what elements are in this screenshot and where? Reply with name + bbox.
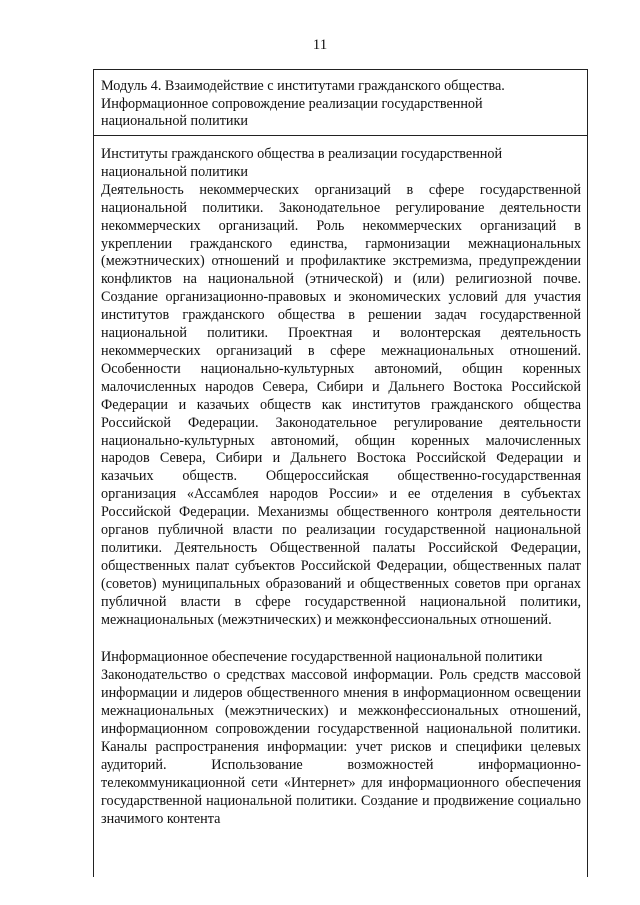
module-header (94, 70, 587, 136)
section-information-support (101, 649, 581, 828)
module-title-line: Информационное сопровождение реализации государственной (101, 95, 483, 112)
page-number: 11 (312, 37, 328, 53)
section-civil-society (101, 146, 581, 629)
module-title-line: национальной политики (101, 113, 249, 129)
section-title: Институты гражданского общества в реализации государственной национальной политики (101, 146, 503, 180)
module-title-line: Модуль 4. Взаимодействие с институтами гражданского общества. (101, 78, 505, 94)
section-text: Деятельность некоммерческих организаций в сфере государственной национальной политики. Законодательное регулирование деятельности некоммерческих организаций. Роль некоммерческих организаций в укреплении гражданского единства, гармонизации межнациональных (межэтнических) отношений и профилактике экстремизма, предупреждении конфликтов на национальной (этнической) и (или) религиозной почве. Создание организационно-правовых и экономических условий для участия институтов гражданского общества в решении задач государственной национальной политики. Проектная и волонтерская деятельность некоммерческих организаций в сфере межнациональных отношений. Особенности национально-культурных автономий, общин коренных малочисленных народов Севера, Сибири и Дальнего Востока Российской Федерации и казачьих обществ как институтов гражданского общества Российской Федерации. Законодательное регулирование деятельности национально-культурных автономий, общин коренных малочисленных народов Севера, Сибири и Дальнего Востока Российской Федерации и казачьих обществ. Общероссийская общественно-государственная организация «Ассамблея народов России» и ее отделения в субъектах Российской Федерации. Механизмы общественного контроля деятельности органов публичной власти по реализации государственной национальной политики. Деятельность Общественной палаты Российской Федерации, общественных палат субъектов Российской Федерации, общественных палат (советов) муниципальных образований и общественных советов при органах публичной власти в сфере государственной национальной политики, межнациональных (межэтнических) и межконфессиональных отношений. (101, 181, 581, 628)
curriculum-table (93, 69, 588, 877)
section-title: Информационное обеспечение государственной национальной политики (101, 649, 543, 666)
module-content (94, 136, 587, 829)
section-text: Законодательство о средствах массовой информации. Роль средств массовой информации и лидеров общественного мнения в информационном освещении межнациональных (межэтнических) и межконфессиональных отношений, информационном сопровождении государственной национальной политики. Каналы распространения информации: учет рисков и специфики целевых аудиторий. Использование возможностей информационно-телекоммуникационной сети «Интернет» для информационного обеспечения государственной национальной политики. Создание и продвижение социально значимого контента (101, 667, 581, 827)
